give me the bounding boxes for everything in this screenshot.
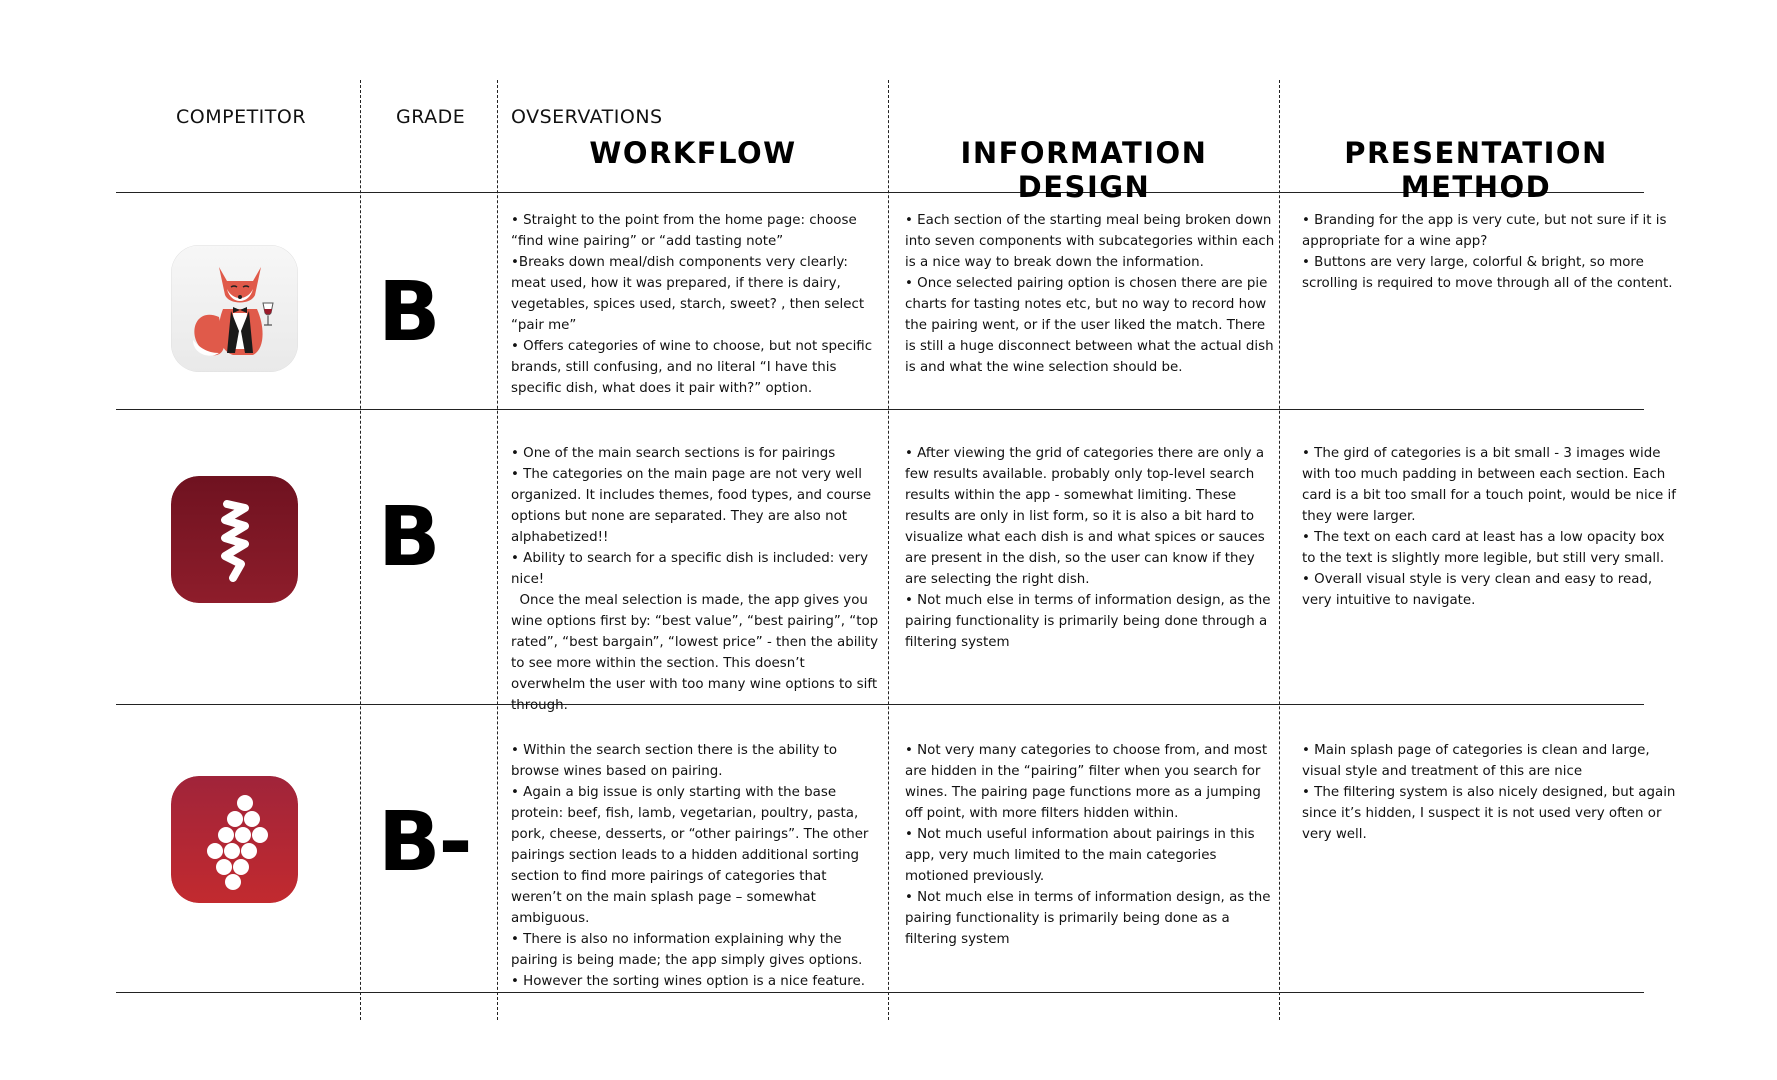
row-rule-1 [116,409,1644,410]
header-workflow: WORKFLOW [589,136,797,170]
observation-item: • Straight to the point from the home page: choose “find wine pairing” or “add tasting note” [511,213,857,249]
row-rule-3 [116,992,1644,993]
observation-item: • After viewing the grid of categories there are only a few results available. probably only top-level search results within the app - somewhat limiting. These results are only in list form, so it is also a bit hard to visualize what each dish is and what spices or sauces are present in the dish, so the user can know if they are selecting the right dish. [905,446,1265,587]
observation-item: • Overall visual style is very clean and easy to read, very intuitive to navigate. [1302,572,1653,608]
observation-item: •Breaks down meal/dish components very clearly: meat used, how it was prepared, if there is dairy, vegetables, spices used, starch, sweet? , then select “pair me” [511,255,865,333]
observation-item: • Once selected pairing option is chosen there are pie charts for tasting notes etc, but no way to record how the pairing went, or if the user liked the match. There is still a huge disconnect between what the actual dish is and what the wine selection should be. [905,276,1274,375]
column-divider-3 [888,80,889,1020]
column-divider-4 [1279,80,1280,1020]
presentation-method-cell [1302,740,1680,845]
observation-item: • The categories on the main page are not very well organized. It includes themes, food types, and course options but none are separated. They are also not alphabetized!! [511,467,872,545]
observation-item: • The text on each card at least has a low opacity box to the text is slightly more legible, but still very small. [1302,530,1665,566]
observation-item: • Branding for the app is very cute, but not sure if it is appropriate for a wine app? [1302,213,1667,249]
workflow-cell [511,443,883,716]
observation-item: • The gird of categories is a bit small - 3 images wide with too much padding in between each section. Each card is a bit too small for a touch point, would be nice if they were larger. [1302,446,1676,524]
observation-item: • However the sorting wines option is a nice feature. [511,974,865,989]
observation-item: • Buttons are very large, colorful & bright, so more scrolling is required to move through all of the content. [1302,255,1673,291]
observation-item: • Again a big issue is only starting with the base protein: beef, fish, lamb, vegetarian, poultry, pasta, pork, cheese, desserts, or “other pairings”. The other pairings section leads to a hidden additional sorting section to find more pairings of categories that weren’t on the main splash page – somewhat ambiguous. [511,785,869,926]
workflow-cell [511,210,879,399]
fox-sommelier-icon [171,245,298,372]
observation-item: • One of the main search sections is for pairings [511,446,836,461]
corkscrew-icon [171,476,298,603]
workflow-cell [511,740,879,992]
presentation-method-cell [1302,210,1680,294]
grade-value: B [378,490,439,585]
observation-item: • Within the search section there is the ability to browse wines based on pairing. [511,743,838,779]
column-divider-1 [360,80,361,1020]
information-design-cell [905,443,1275,653]
observation-item: • Each section of the starting meal being broken down into seven components with subcategories within each is a nice way to break down the information. [905,213,1275,270]
observation-item: • Not much else in terms of information design, as the pairing functionality is primarily being done through a filtering system [905,593,1271,650]
column-divider-2 [497,80,498,1020]
observation-item: • Not much useful information about pairings in this app, very much limited to the main categories motioned previously. [905,827,1255,884]
observation-item: • Ability to search for a specific dish is included: very nice! [511,551,869,587]
observation-item: • Offers categories of wine to choose, but not specific brands, still confusing, and no literal “I have this specific dish, what does it pair with?” option. [511,339,873,396]
grade-value: B [378,265,439,360]
header-observations: OVSERVATIONS [511,106,663,128]
observation-item: • Not much else in terms of information design, as the pairing functionality is primarily being done as a filtering system [905,890,1271,947]
observation-item: • Not very many categories to choose from, and most are hidden in the “pairing” filter when you search for wines. The pairing page functions more as a jumping off point, with more filters hidden within. [905,743,1268,821]
grade-value: B- [378,795,471,890]
information-design-cell [905,210,1275,378]
header-grade: GRADE [396,106,466,128]
observation-item: • There is also no information explaining why the pairing is being made; the app simply gives options. [511,932,863,968]
observation-item: Once the meal selection is made, the app gives you wine options first by: “best value”, “best pairing”, “top rated”, “best bargain”, “lowest price” - then the ability to see more within the section. This doesn’t overwhelm the user with too many wine options to sift through. [511,593,883,713]
grape-cluster-icon [171,776,298,903]
observation-item: • Main splash page of categories is clean and large, visual style and treatment of this are nice [1302,743,1650,779]
presentation-method-cell [1302,443,1680,611]
observation-item: • The filtering system is also nicely designed, but again since it’s hidden, I suspect it is not used very often or very well. [1302,785,1676,842]
header-competitor: COMPETITOR [176,106,307,128]
header-information-design: INFORMATION DESIGN [960,136,1208,204]
header-presentation-method: PRESENTATION METHOD [1344,136,1608,204]
information-design-cell [905,740,1277,950]
